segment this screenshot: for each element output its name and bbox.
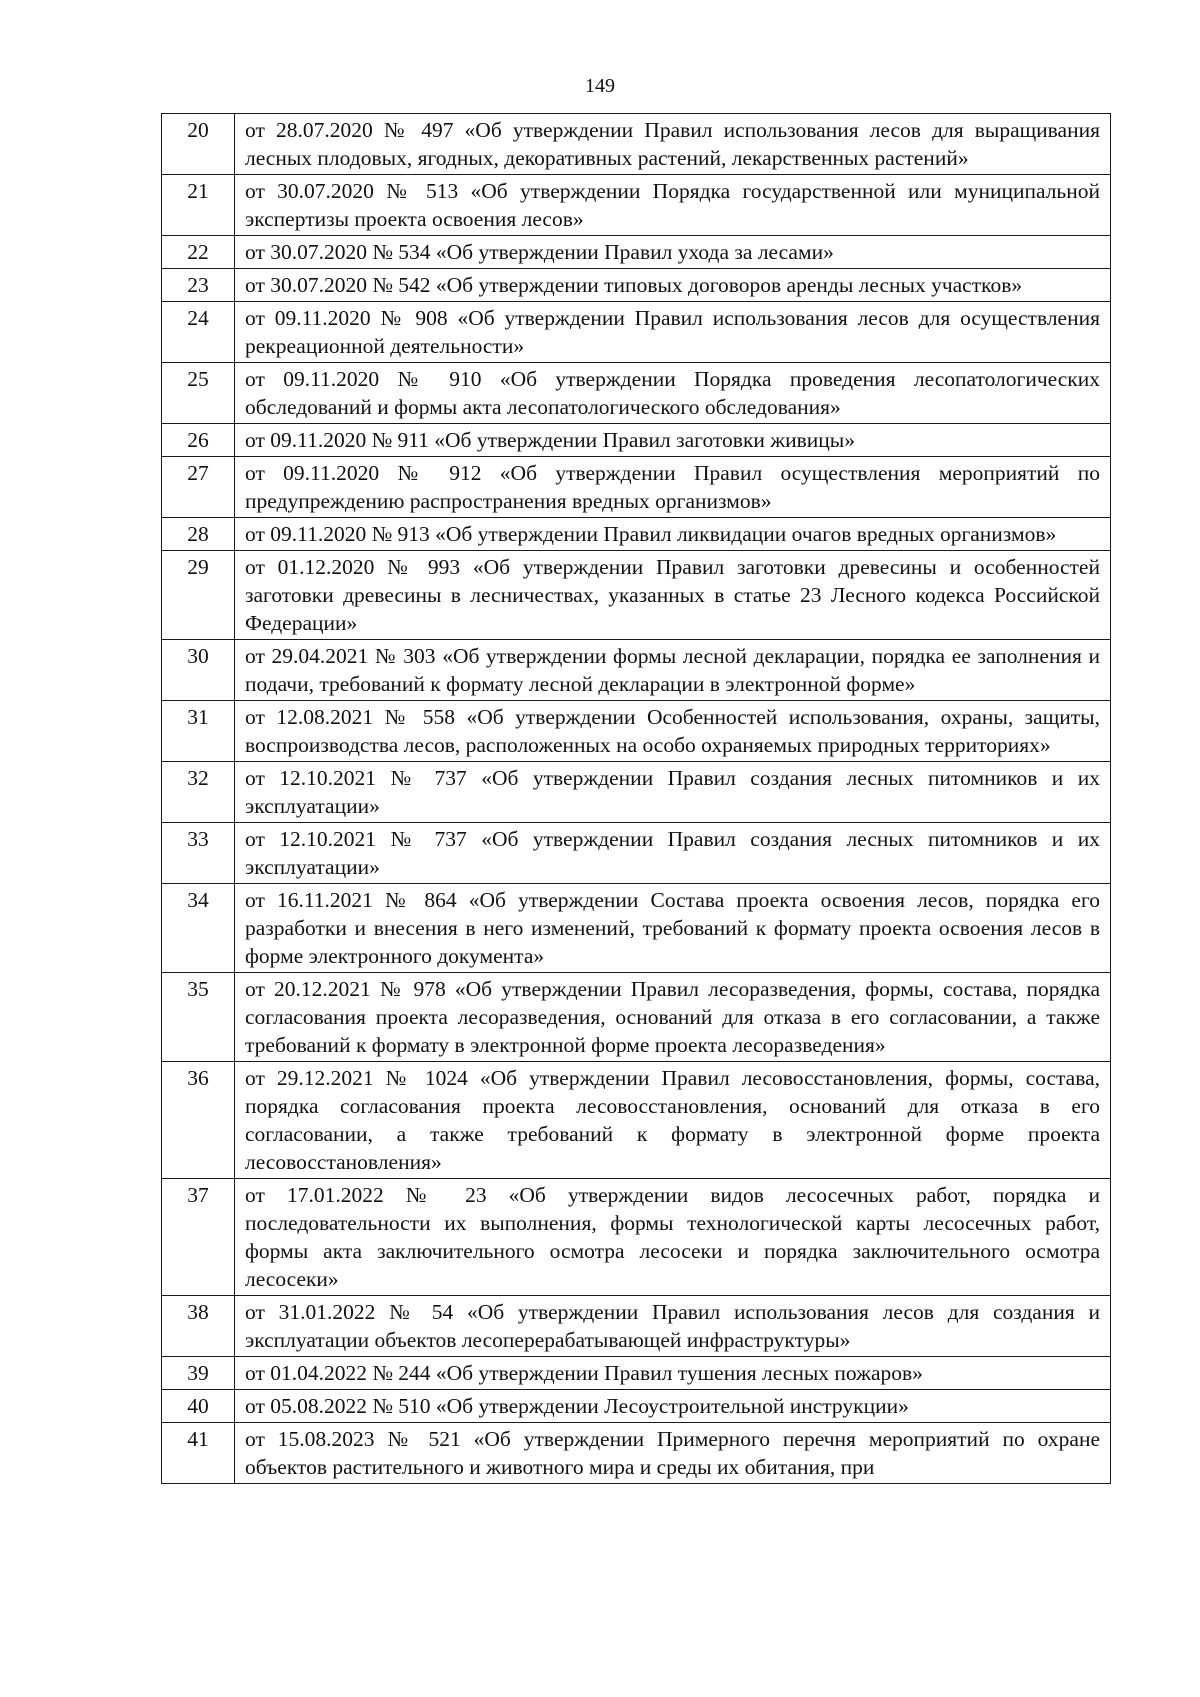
table-row <box>162 518 1111 551</box>
row-text: от 20.12.2021 № 978 «Об утверждении Правил лесоразведения, формы, состава, порядка согласования проекта лесоразведения, оснований для отказа в его согласовании, а также требований к формату в электронной форме проекта лесоразведения» <box>235 973 1111 1062</box>
row-text: от 17.01.2022 № 23 «Об утверждении видов лесосечных работ, порядка и последовательности их выполнения, формы технологической карты лесосечных работ, формы акта заключительного осмотра лесосеки и порядка заключительного осмотра лесосеки» <box>235 1179 1111 1296</box>
row-number: 41 <box>162 1423 235 1484</box>
table-row <box>162 236 1111 269</box>
row-number: 28 <box>162 518 235 551</box>
row-number: 35 <box>162 973 235 1062</box>
row-text: от 30.07.2020 № 542 «Об утверждении типовых договоров аренды лесных участков» <box>235 269 1111 302</box>
row-number: 24 <box>162 302 235 363</box>
row-number: 40 <box>162 1390 235 1423</box>
row-number: 27 <box>162 457 235 518</box>
table-row <box>162 973 1111 1062</box>
row-text: от 16.11.2021 № 864 «Об утверждении Состава проекта освоения лесов, порядка его разработки и внесения в него изменений, требований к формату проекта освоения лесов в форме электронного документа» <box>235 884 1111 973</box>
table-row <box>162 1390 1111 1423</box>
row-number: 37 <box>162 1179 235 1296</box>
table-row <box>162 424 1111 457</box>
row-text: от 29.12.2021 № 1024 «Об утверждении Правил лесовосстановления, формы, состава, порядка согласования проекта лесовосстановления, оснований для отказа в его согласовании, а также требований к формату в электронной форме проекта лесовосстановления» <box>235 1062 1111 1179</box>
row-text: от 30.07.2020 № 534 «Об утверждении Правил ухода за лесами» <box>235 236 1111 269</box>
row-text: от 12.10.2021 № 737 «Об утверждении Правил создания лесных питомников и их эксплуатации» <box>235 823 1111 884</box>
row-number: 22 <box>162 236 235 269</box>
table-row <box>162 114 1111 175</box>
row-text: от 28.07.2020 № 497 «Об утверждении Правил использования лесов для выращивания лесных плодовых, ягодных, декоративных растений, лекарственных растений» <box>235 114 1111 175</box>
row-text: от 09.11.2020 № 913 «Об утверждении Правил ликвидации очагов вредных организмов» <box>235 518 1111 551</box>
row-number: 38 <box>162 1296 235 1357</box>
table-row <box>162 701 1111 762</box>
row-text: от 09.11.2020 № 910 «Об утверждении Порядка проведения лесопатологических обследований и формы акта лесопатологического обследования» <box>235 363 1111 424</box>
table-row <box>162 175 1111 236</box>
row-number: 31 <box>162 701 235 762</box>
table-row <box>162 1062 1111 1179</box>
row-number: 20 <box>162 114 235 175</box>
row-number: 26 <box>162 424 235 457</box>
row-text: от 30.07.2020 № 513 «Об утверждении Порядка государственной или муниципальной экспертизы проекта освоения лесов» <box>235 175 1111 236</box>
row-text: от 09.11.2020 № 912 «Об утверждении Правил осуществления мероприятий по предупреждению распространения вредных организмов» <box>235 457 1111 518</box>
row-number: 30 <box>162 640 235 701</box>
row-number: 29 <box>162 551 235 640</box>
table-row <box>162 762 1111 823</box>
table-row <box>162 1357 1111 1390</box>
row-number: 36 <box>162 1062 235 1179</box>
row-text: от 12.08.2021 № 558 «Об утверждении Особенностей использования, охраны, защиты, воспроизводства лесов, расположенных на особо охраняемых природных территориях» <box>235 701 1111 762</box>
row-text: от 01.12.2020 № 993 «Об утверждении Правил заготовки древесины и особенностей заготовки древесины в лесничествах, указанных в статье 23 Лесного кодекса Российской Федерации» <box>235 551 1111 640</box>
table-body <box>162 114 1111 1484</box>
row-text: от 15.08.2023 № 521 «Об утверждении Примерного перечня мероприятий по охране объектов растительного и животного мира и среды их обитания, при <box>235 1423 1111 1484</box>
table-row <box>162 1423 1111 1484</box>
row-number: 23 <box>162 269 235 302</box>
row-text: от 29.04.2021 № 303 «Об утверждении формы лесной декларации, порядка ее заполнения и подачи, требований к формату лесной декларации в электронной форме» <box>235 640 1111 701</box>
table-row <box>162 551 1111 640</box>
table-row <box>162 1179 1111 1296</box>
row-number: 34 <box>162 884 235 973</box>
row-number: 33 <box>162 823 235 884</box>
page-number: 149 <box>585 75 615 97</box>
row-number: 32 <box>162 762 235 823</box>
table-row <box>162 457 1111 518</box>
row-text: от 01.04.2022 № 244 «Об утверждении Правил тушения лесных пожаров» <box>235 1357 1111 1390</box>
row-number: 21 <box>162 175 235 236</box>
row-text: от 05.08.2022 № 510 «Об утверждении Лесоустроительной инструкции» <box>235 1390 1111 1423</box>
table-row <box>162 302 1111 363</box>
table-row <box>162 363 1111 424</box>
row-text: от 31.01.2022 № 54 «Об утверждении Правил использования лесов для создания и эксплуатации объектов лесоперерабатывающей инфраструктуры» <box>235 1296 1111 1357</box>
row-number: 39 <box>162 1357 235 1390</box>
regulations-table <box>161 113 1111 1484</box>
row-text: от 09.11.2020 № 908 «Об утверждении Правил использования лесов для осуществления рекреационной деятельности» <box>235 302 1111 363</box>
table-row <box>162 269 1111 302</box>
row-text: от 09.11.2020 № 911 «Об утверждении Правил заготовки живицы» <box>235 424 1111 457</box>
row-text: от 12.10.2021 № 737 «Об утверждении Правил создания лесных питомников и их эксплуатации» <box>235 762 1111 823</box>
table-row <box>162 823 1111 884</box>
row-number: 25 <box>162 363 235 424</box>
table-row <box>162 640 1111 701</box>
table-row <box>162 1296 1111 1357</box>
table-row <box>162 884 1111 973</box>
